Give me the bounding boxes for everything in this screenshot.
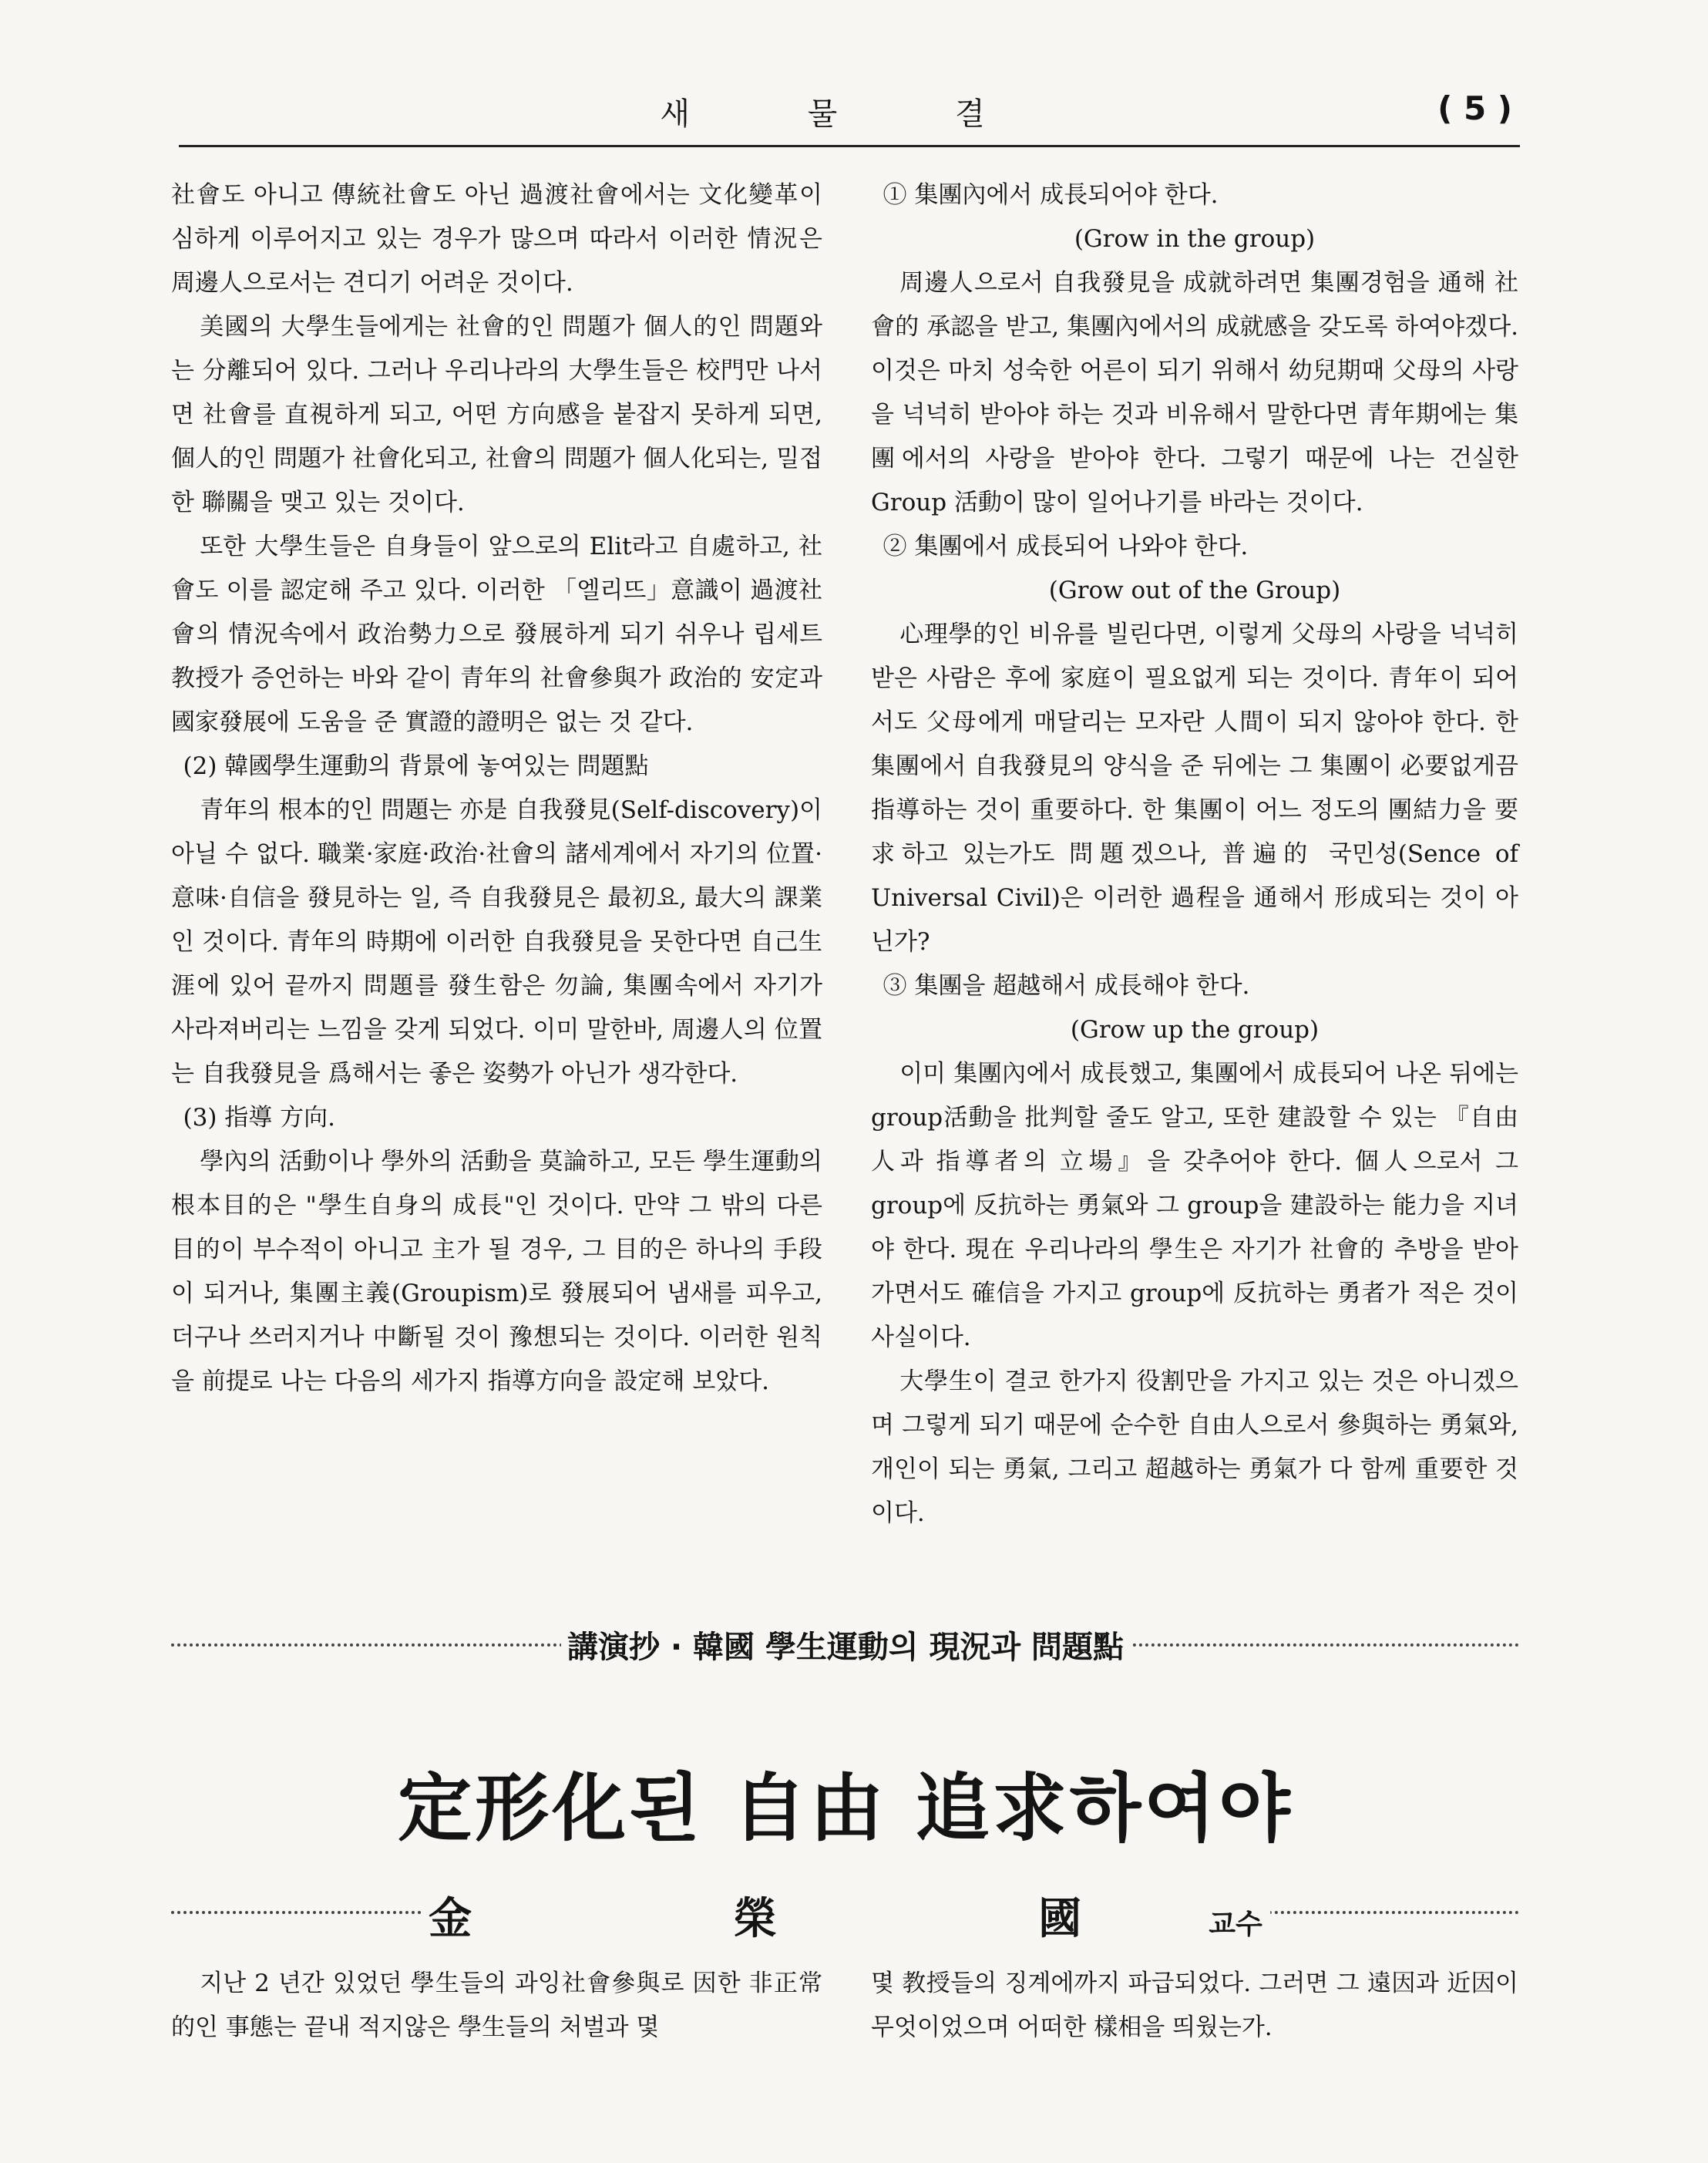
english-subheading: (Grow up the group) [1070, 1016, 1320, 1044]
section-heading: ② 集團에서 成長되어 나와야 한다. [883, 533, 1249, 560]
banner-text: 講演抄 · 韓國 學生運動의 現況과 問題點 [561, 1623, 1130, 1667]
paragraph: 心理學的인 비유를 빌린다면, 이렇게 父母의 사랑을 넉넉히 받은 사람은 후에 家庭이 필요없게 되는 것이다. 青年이 되어서도 父母에게 매달리는 모자란 人間이 되지 않아야 한다. 한 集團에서 自我發見의 양식을 준 뒤에는 그 集團이 必要없게끔 指導하는 것이 重要하다. 한 集團이 어느 정도의 團結力을 要求하고 있는가도 問題겠으나, 普遍的 국민성(Sence of Universal Civil)은 이러한 過程을 通해서 形成되는 것이 아닌가? [871, 621, 1518, 956]
paragraph: 大學生이 결코 한가지 役割만을 가지고 있는 것은 아니겠으며 그렇게 되기 때문에 순수한 自由人으로서 參與하는 勇氣와, 개인이 되는 勇氣, 그리고 超越하는 勇氣가 다 함께 重要한 것이다. [871, 1367, 1518, 1527]
paragraph: 이미 集團內에서 成長했고, 集團에서 成長되어 나온 뒤에는 group活動을 批判할 줄도 알고, 또한 建設할 수 있는 『自由人과 指導者의 立場』을 갖추어야 한다. 個人으로서 그 group에 反抗하는 勇氣와 그 group을 建設하는 能力을 지녀야 한다. 現在 우리나라의 學生은 자기가 社會的 추방을 받아가면서도 確信을 가지고 group에 反抗하는 勇者가 적은 것이 사실이다. [871, 1060, 1518, 1351]
section-banner [171, 1623, 1520, 1669]
right-column [871, 173, 1518, 1536]
paragraph: 學內의 活動이나 學外의 活動을 莫論하고, 모든 學生運動의 根本目的은 "學生自身의 成長"인 것이다. 만약 그 밖의 다른 目的이 부수적이 아니고 主가 될 경우, 그 目的은 하나의 手段이 되거나, 集團主義(Groupism)로 發展되어 냄새를 피우고, 더구나 쓰러지거나 中斷될 것이 豫想되는 것이다. 이러한 원칙을 前提로 나는 다음의 세가지 指導方向을 設定해 보았다. [171, 1148, 822, 1395]
newsletter-title: 새 물 결 [660, 96, 1039, 132]
paragraph: 또한 大學生들은 自身들이 앞으로의 Elit라고 自處하고, 社會도 이를 認定해 주고 있다. 이러한 「엘리뜨」意識이 過渡社會의 情況속에서 政治勢力으로 發展하게 되기 쉬우나 립세트教授가 증언하는 바와 같이 青年의 社會參與가 政治的 安定과 國家發展에 도움을 준 實證的證明은 없는 것 같다. [171, 533, 822, 736]
section-heading: ③ 集團을 超越해서 成長해야 한다. [883, 972, 1250, 1000]
page-number: ( 5 ) [1437, 89, 1512, 127]
paragraph: 社會도 아니고 傳統社會도 아닌 過渡社會에서는 文化變革이 심하게 이루어지고 있는 경우가 많으며 따라서 이러한 情況은 周邊人으로서는 견디기 어려운 것이다. [171, 181, 822, 297]
article-title: 定形化된 自由 追求하여야 [398, 1765, 1293, 1852]
header-rule [179, 145, 1520, 147]
author-title: 교수 [1209, 1909, 1263, 1940]
author-name: 金 榮 國 [429, 1893, 1205, 1944]
english-subheading: (Grow in the group) [1074, 225, 1316, 253]
paragraph: 지난 2 년간 있었던 學生들의 과잉社會參與로 因한 非正常的인 事態는 끝내 적지않은 學生들의 처벌과 몇 [171, 1970, 822, 2041]
article-right-column [871, 1962, 1518, 2050]
paragraph: 周邊人으로서 自我發見을 成就하려면 集團경험을 通해 社會的 承認을 받고, 集團內에서의 成就感을 갖도록 하여야겠다. 이것은 마치 성숙한 어른이 되기 위해서 幼兒期때 父母의 사랑을 넉넉히 받아야 하는 것과 비유해서 말한다면 青年期에는 集團에서의 사랑을 받아야 한다. 그렇기 때문에 나는 건실한 Group 活動이 많이 일어나기를 바라는 것이다. [871, 269, 1518, 516]
article-left-column [171, 1962, 822, 2050]
section-heading: (2) 韓國學生運動의 背景에 놓여있는 問題點 [183, 752, 649, 780]
paragraph: 몇 教授들의 징계에까지 파급되었다. 그러면 그 遠因과 近因이 무엇이었으며 어떠한 樣相을 띄웠는가. [871, 1970, 1518, 2041]
section-heading: (3) 指導 方向. [183, 1104, 335, 1132]
left-column [171, 173, 822, 1404]
english-subheading: (Grow out of the Group) [1048, 577, 1341, 604]
author-block [421, 1885, 1270, 1946]
page-header [179, 85, 1520, 154]
paragraph: 美國의 大學生들에게는 社會的인 問題가 個人的인 問題와는 分離되어 있다. 그러나 우리나라의 大學生들은 校門만 나서면 社會를 直視하게 되고, 어떤 方向感을 붙잡지 못하게 되면, 個人的인 問題가 社會化되고, 社會의 問題가 個人化되는, 밀접한 聯關을 맺고 있는 것이다. [171, 313, 822, 516]
section-heading: ① 集團內에서 成長되어야 한다. [883, 181, 1219, 209]
author-line [171, 1885, 1520, 1944]
paragraph: 青年의 根本的인 問題는 亦是 自我發見(Self-discovery)이 아닐 수 없다. 職業·家庭·政治·社會의 諸세계에서 자기의 位置·意味·自信을 發見하는 일, 즉 自我發見은 最初요, 最大의 課業인 것이다. 青年의 時期에 이러한 自我發見을 못한다면 自己生涯에 있어 끝까지 問題를 發生함은 勿論, 集團속에서 자기가 사라져버리는 느낌을 갖게 되었다. 이미 말한바, 周邊人의 位置는 自我發見을 爲해서는 좋은 姿勢가 아닌가 생각한다. [171, 796, 822, 1088]
